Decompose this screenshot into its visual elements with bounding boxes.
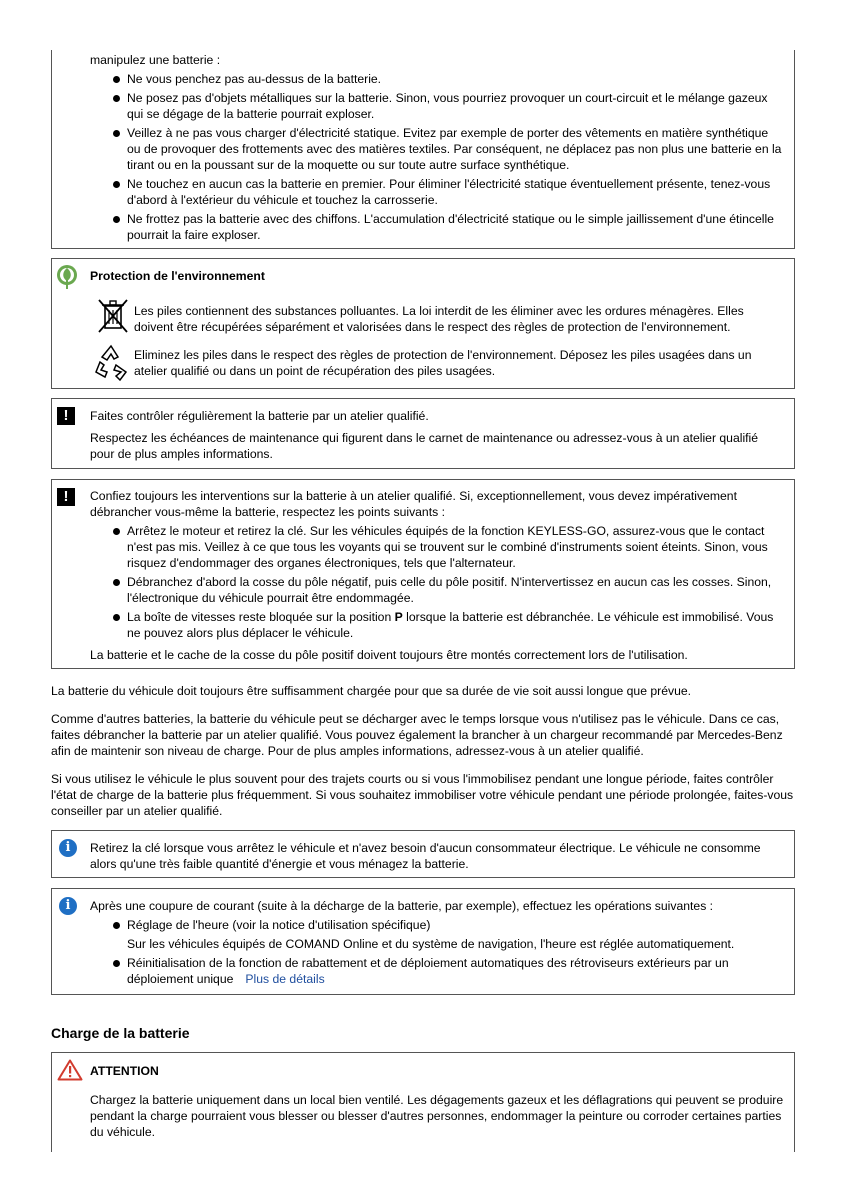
- battery-warning-box: [51, 50, 795, 249]
- item-text: La boîte de vitesses reste bloquée sur la position: [127, 610, 395, 624]
- note-box: [51, 479, 795, 669]
- item-text: lorsque la batterie est débranchée. Le véhicule est immobilisé. Vous ne pouvez alors plus déplacer le véhicule.: [127, 610, 774, 640]
- more-details-link[interactable]: Plus de détails: [245, 972, 325, 986]
- list-item: Ne frottez pas la batterie avec des chiffons. L'accumulation d'électricité statique ou le simple jaillissement d'une étincelle pourrait la faire exploser.: [90, 211, 784, 243]
- list-item: Ne vous penchez pas au-dessus de la batterie.: [90, 71, 784, 87]
- exclamation-icon: !: [57, 407, 75, 425]
- environment-box: [51, 258, 795, 389]
- list-item: Réglage de l'heure (voir la notice d'utilisation spécifique): [90, 917, 784, 933]
- leaf-icon: [56, 264, 78, 294]
- info-icon: i: [59, 839, 77, 857]
- list-item: Veillez à ne pas vous charger d'électricité statique. Evitez par exemple de porter des vêtements en matière synthétique ou de provoquer des frottements avec des matières textiles. Par conséquent, ne déplacez pas non plus une batterie en la tirant ou en la poussant sur de la moquette ou sur toute autre surface synthétique.: [90, 125, 784, 173]
- warning-intro: manipulez une batterie :: [90, 53, 221, 67]
- body-paragraph: La batterie du véhicule doit toujours être suffisamment chargée pour que sa durée de vie soit aussi longue que prévue.: [51, 684, 692, 698]
- crossed-bin-icon: [96, 297, 130, 339]
- environment-text-2: Eliminez les piles dans le respect des règles de protection de l'environnement. Déposez les piles usagées dans un atelier qualifié ou dans un point de récupération des piles usagées.: [134, 348, 752, 378]
- info-box: [51, 830, 795, 878]
- info-text: Retirez la clé lorsque vous arrêtez le véhicule et n'avez besoin d'aucun consommateur électrique. Le véhicule ne consomme alors qu'une très faible quantité d'énergie et vous ménagez la batterie.: [90, 841, 761, 871]
- attention-text: Chargez la batterie uniquement dans un local bien ventilé. Les dégagements gazeux et les déflagrations qui peuvent se produire pendant la charge pourraient vous blesser ou blesser d'autres personnes, endommager la peinture ou corroder certaines parties du véhicule.: [90, 1093, 784, 1139]
- environment-title: Protection de l'environnement: [90, 269, 265, 283]
- item-text: Réinitialisation de la fonction de rabattement et de déploiement automatiques des rétroviseurs extérieurs par un déploiement unique: [127, 956, 729, 986]
- info-icon: i: [59, 897, 77, 915]
- body-paragraph: Comme d'autres batteries, la batterie du véhicule peut se décharger avec le temps lorsque vous n'utilisez pas le véhicule. Dans ce cas, faites débrancher la batterie par un atelier qualifié. Vous pouvez également la brancher à un chargeur recommandé par Mercedes-Benz afin de maintenir son niveau de charge. Pour de plus amples informations, adressez-vous à un atelier qualifié.: [51, 712, 783, 758]
- list-item: Arrêtez le moteur et retirez la clé. Sur les véhicules équipés de la fonction KEYLESS-GO, assurez-vous que le contact n'est pas mis. Veillez à ce que tous les voyants qui se trouvent sur le combiné d'instruments soient éteints. Sinon, vous risquez d'endommager des organes électroniques, tels que l'alternateur.: [90, 523, 784, 571]
- body-paragraph: Si vous utilisez le véhicule le plus souvent pour des trajets courts ou si vous l'immobilisez pendant une longue période, faites contrôler l'état de charge de la batterie plus fréquemment. Si vous souhaitez immobiliser votre véhicule pendant une période prolongée, faites-vous conseiller par un atelier qualifié.: [51, 772, 794, 818]
- list-item: Ne posez pas d'objets métalliques sur la batterie. Sinon, vous pourriez provoquer un court-circuit et le mélange gazeux qui se dégage de la batterie pourrait exploser.: [90, 90, 784, 122]
- list-item-subtext: Sur les véhicules équipés de COMAND Online et du système de navigation, l'heure est réglée automatiquement.: [127, 937, 735, 951]
- section-heading: Charge de la batterie: [51, 1025, 190, 1041]
- list-item: Débranchez d'abord la cosse du pôle négatif, puis celle du pôle positif. N'intervertissez en aucun cas les cosses. Sinon, l'électronique du véhicule pourrait être endommagée.: [90, 574, 784, 606]
- list-item: [90, 955, 784, 987]
- exclamation-icon: !: [57, 488, 75, 506]
- recycle-icon: [90, 342, 132, 388]
- note-outro: La batterie et le cache de la cosse du pôle positif doivent toujours être montés correctement lors de l'utilisation.: [90, 648, 688, 662]
- note-text: Faites contrôler régulièrement la batterie par un atelier qualifié.: [90, 409, 429, 423]
- info-box: [51, 888, 795, 995]
- list-item: [90, 609, 784, 641]
- environment-text-1: Les piles contiennent des substances polluantes. La loi interdit de les éliminer avec les ordures ménagères. Elles doivent être récupérées séparément et valorisées dans le respect des règles de protection de l'environnement.: [134, 304, 744, 334]
- note-text: Respectez les échéances de maintenance qui figurent dans le carnet de maintenance ou adressez-vous à un atelier qualifié pour de plus amples informations.: [90, 431, 759, 461]
- note-box: [51, 398, 795, 469]
- info-intro: Après une coupure de courant (suite à la décharge de la batterie, par exemple), effectuez les opérations suivantes :: [90, 899, 714, 913]
- warning-triangle-icon: [57, 1059, 83, 1085]
- list-item: Ne touchez en aucun cas la batterie en premier. Pour éliminer l'électricité statique éventuellement présente, tenez-vous d'abord à l'extérieur du véhicule et touchez la carrosserie.: [90, 176, 784, 208]
- note-intro: Confiez toujours les interventions sur la batterie à un atelier qualifié. Si, exceptionnellement, vous devez impérativement débrancher vous-même la batterie, respectez les points suivants :: [90, 489, 737, 519]
- attention-box: [51, 1052, 795, 1152]
- attention-title: ATTENTION: [90, 1064, 159, 1078]
- gear-position: P: [394, 610, 403, 624]
